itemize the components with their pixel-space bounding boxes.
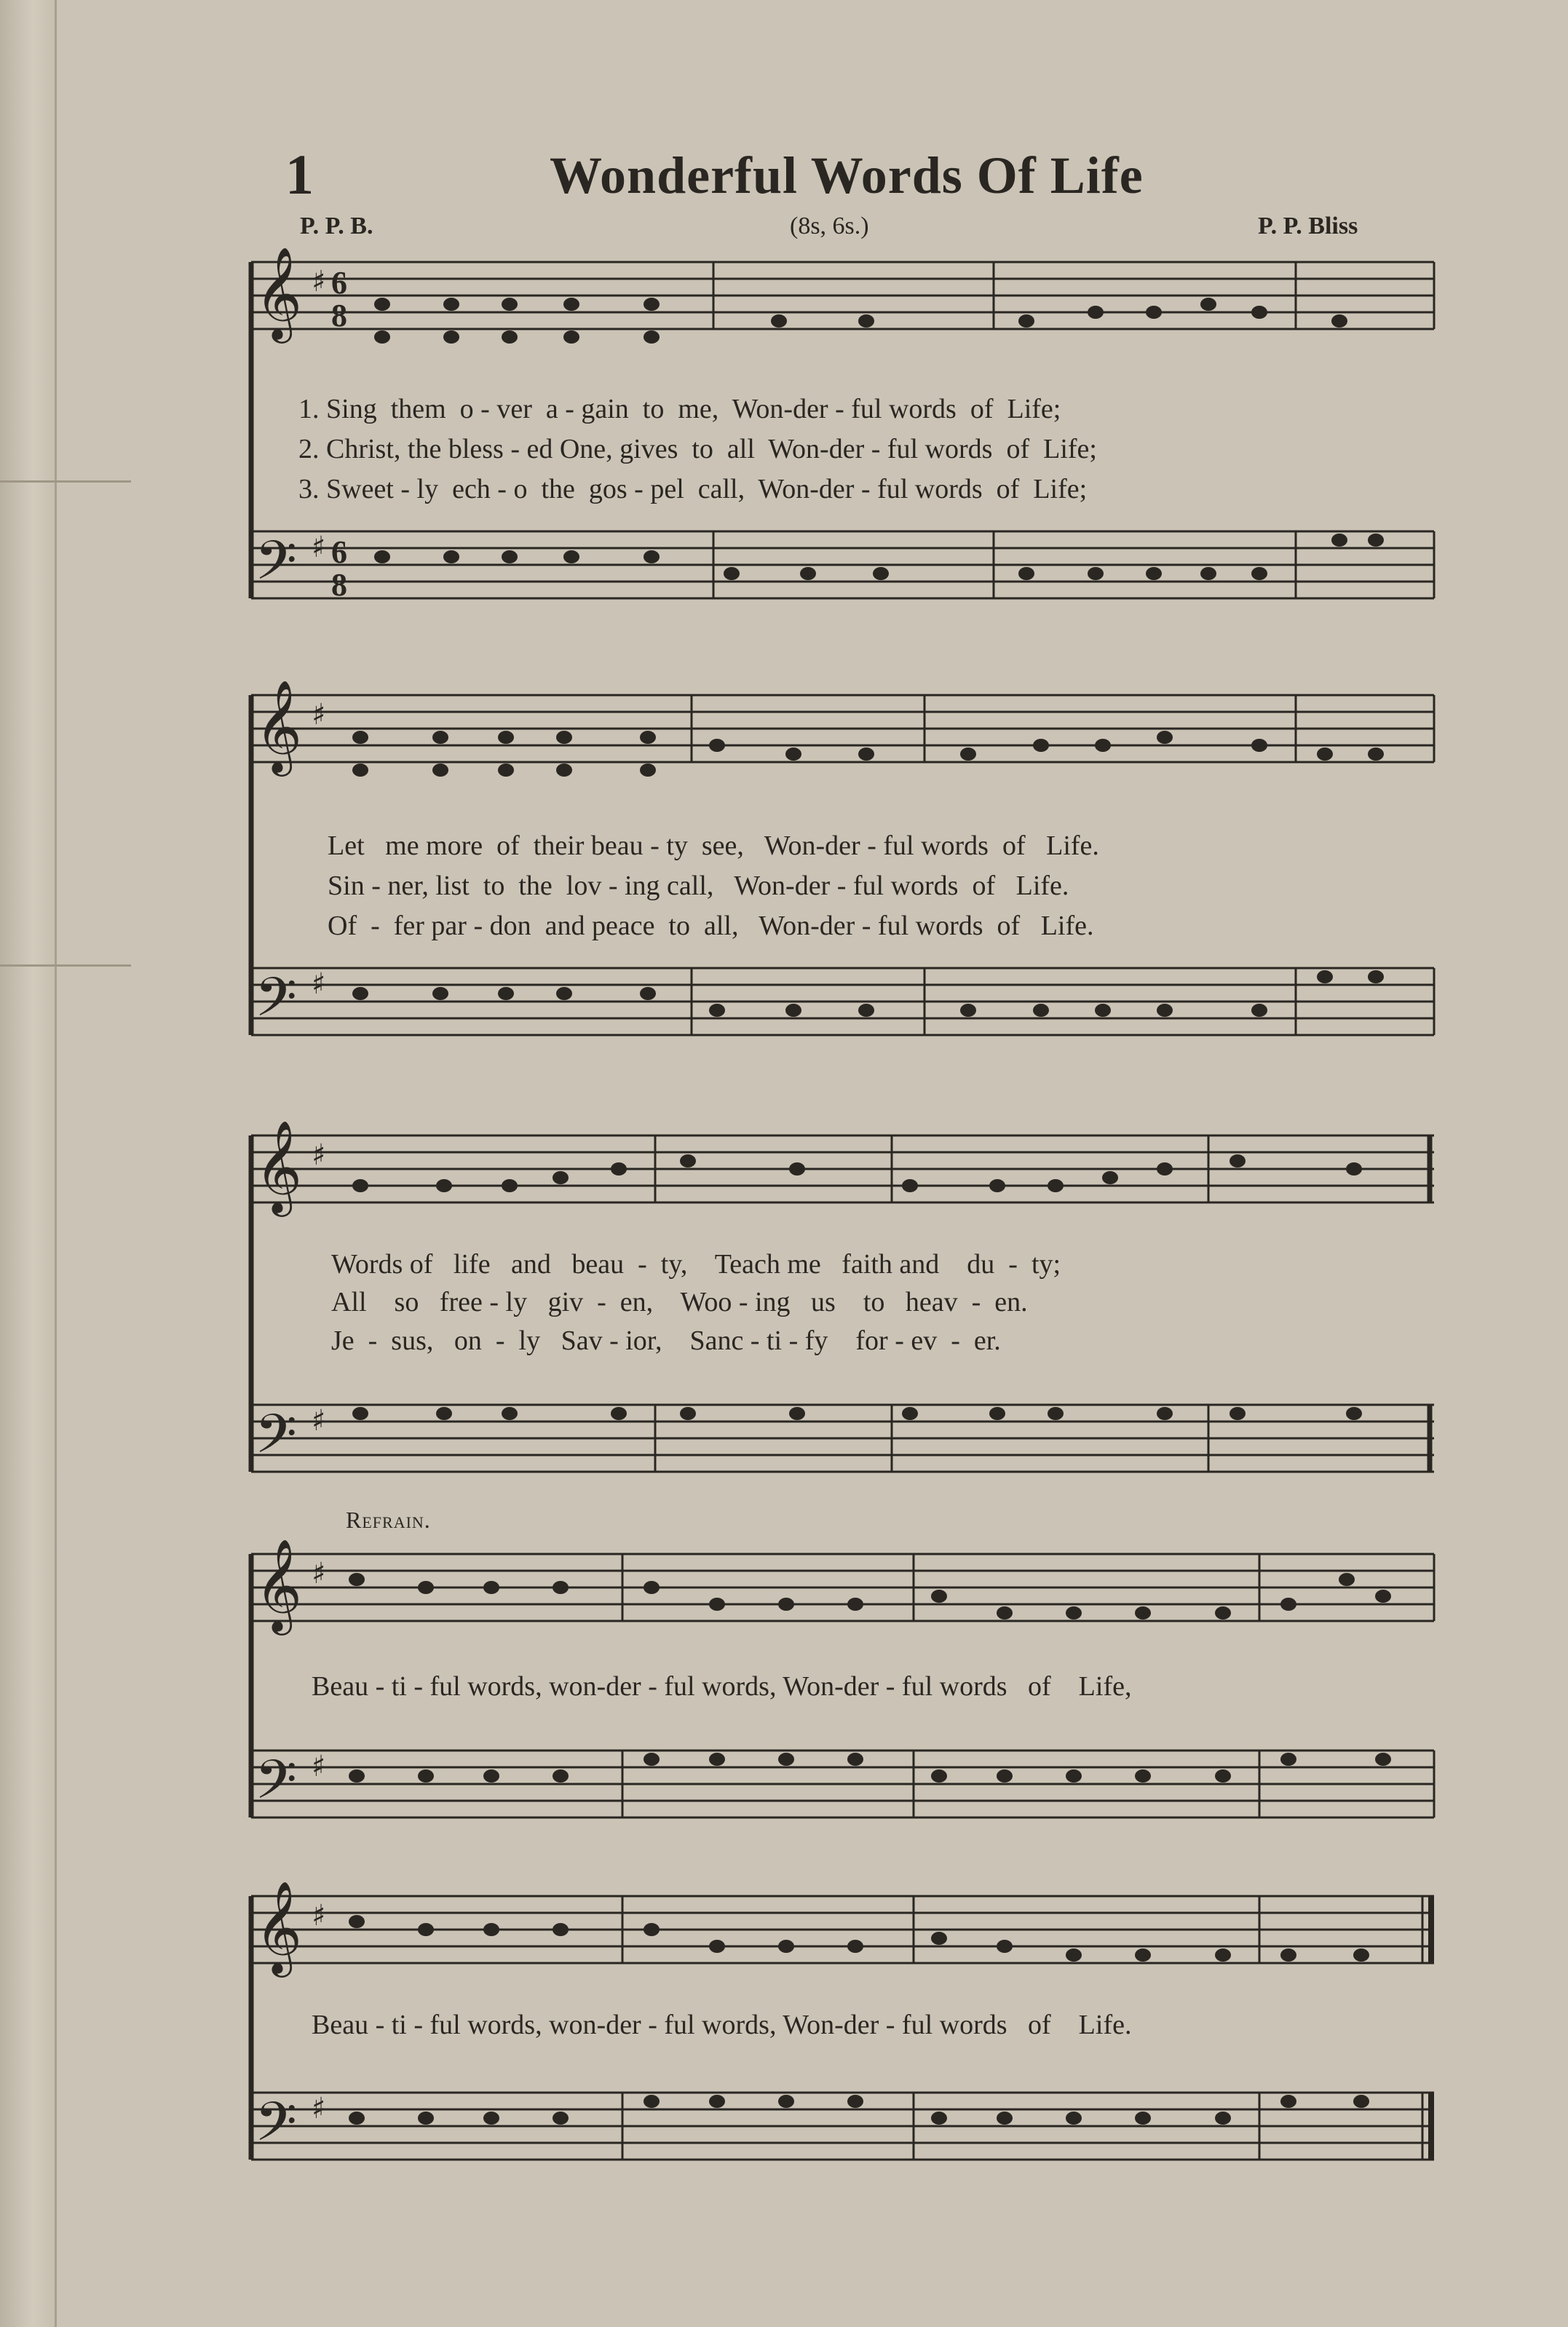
svg-text:𝄞: 𝄞 bbox=[255, 679, 303, 772]
lyric-line: 1. Sing them o - ver a - gain to me, Won-der - ful words of Life; bbox=[298, 394, 1061, 424]
svg-text:♯: ♯ bbox=[312, 1750, 326, 1783]
lyric-line: All so free - ly giv - en, Woo - ing us to heav - en. bbox=[331, 1287, 1028, 1317]
svg-text:♯: ♯ bbox=[312, 1138, 326, 1172]
svg-text:♯: ♯ bbox=[312, 967, 326, 1001]
hymn-number: 1 bbox=[285, 143, 314, 206]
svg-text:♯: ♯ bbox=[312, 2092, 326, 2125]
svg-text:𝄞: 𝄞 bbox=[255, 1538, 303, 1631]
page-crease bbox=[0, 964, 131, 967]
svg-text:𝄢: 𝄢 bbox=[255, 2090, 297, 2167]
svg-text:♯: ♯ bbox=[312, 1557, 326, 1590]
svg-text:♯: ♯ bbox=[312, 1899, 326, 1932]
lyric-line: Words of life and beau - ty, Teach me faith and du - ty; bbox=[331, 1249, 1061, 1280]
svg-text:6: 6 bbox=[331, 265, 347, 301]
page-binding-edge bbox=[0, 0, 57, 2327]
svg-text:𝄢: 𝄢 bbox=[255, 1403, 297, 1479]
words-author: P. P. B. bbox=[300, 213, 373, 239]
refrain-label: Refrain. bbox=[346, 1507, 431, 1533]
svg-text:6: 6 bbox=[331, 534, 347, 570]
svg-text:8: 8 bbox=[331, 567, 347, 603]
page-crease bbox=[0, 480, 131, 483]
svg-text:8: 8 bbox=[331, 298, 347, 333]
lyric-line: 3. Sweet - ly ech - o the gos - pel call, Won-der - ful words of Life; bbox=[298, 474, 1088, 504]
svg-text:𝄢: 𝄢 bbox=[255, 1748, 297, 1825]
svg-text:𝄢: 𝄢 bbox=[255, 529, 297, 606]
svg-text:♯: ♯ bbox=[312, 531, 326, 564]
lyric-line: Je - sus, on - ly Sav - ior, Sanc - ti - fy for - ev - er. bbox=[331, 1325, 1001, 1356]
lyric-line: Let me more of their beau - ty see, Won-der - ful words of Life. bbox=[328, 830, 1099, 861]
lyric-line: Beau - ti - ful words, won-der - ful words, Won-der - ful words of Life. bbox=[312, 2010, 1132, 2040]
svg-text:𝄢: 𝄢 bbox=[255, 966, 297, 1042]
lyric-line: 2. Christ, the bless - ed One, gives to all Won-der - ful words of Life; bbox=[298, 434, 1097, 464]
svg-text:♯: ♯ bbox=[312, 698, 326, 732]
svg-text:𝄞: 𝄞 bbox=[255, 1880, 303, 1973]
hymn-composer: P. P. Bliss bbox=[1258, 213, 1358, 239]
lyric-line: Of - fer par - don and peace to all, Won-der - ful words of Life. bbox=[328, 911, 1094, 941]
lyric-line: Beau - ti - ful words, won-der - ful words, Won-der - ful words of Life, bbox=[312, 1671, 1132, 1702]
lyric-line: Sin - ner, list to the lov - ing call, Won-der - ful words of Life. bbox=[328, 871, 1069, 901]
hymn-title: Wonderful Words Of Life bbox=[550, 146, 1144, 205]
hymn-meter: (8s, 6s.) bbox=[790, 213, 869, 239]
svg-text:𝄞: 𝄞 bbox=[255, 1119, 303, 1213]
svg-text:♯: ♯ bbox=[312, 265, 326, 298]
svg-text:♯: ♯ bbox=[312, 1404, 326, 1438]
svg-text:𝄞: 𝄞 bbox=[255, 246, 303, 339]
